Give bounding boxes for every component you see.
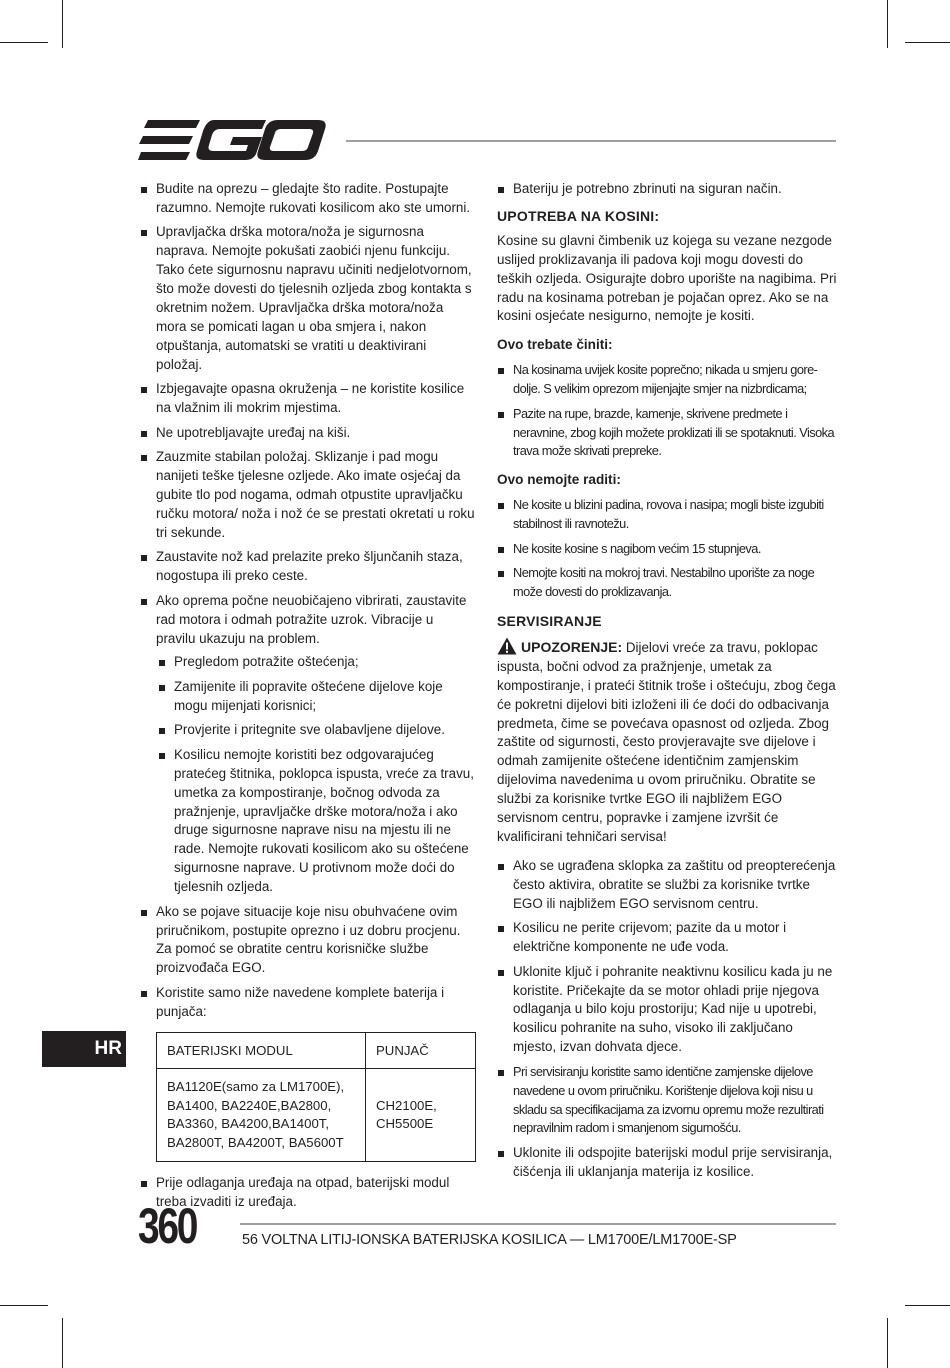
- language-tab: HR: [42, 1031, 126, 1067]
- service-list: [497, 857, 837, 1182]
- list-item: Budite na oprezu – gledajte što radite. Postupajte razumno. Nemojte rukovati kosilicom ako ste umorni.: [140, 180, 476, 218]
- crop-mark: [887, 0, 888, 48]
- crop-mark: [62, 0, 63, 48]
- list-item: Kosilicu ne perite crijevom; pazite da u motor i električne komponente ne uđe voda.: [497, 919, 837, 957]
- subheading-dont: Ovo nemojte raditi:: [497, 472, 621, 488]
- list-item: Ako se pojave situacije koje nisu obuhvaćene ovim priručnikom, postupite oprezno i uz dobru procjenu. Za pomoć se obratite centru korisničke službe proizvođača EGO.: [140, 903, 476, 979]
- sub-list-item: Zamijenite ili popravite oštećene dijelove koje mogu mijenjati korisnici;: [158, 678, 476, 716]
- list-item: Prije odlaganja uređaja na otpad, baterijski modul treba izvaditi iz uređaja.: [140, 1174, 476, 1212]
- sub-list-item: Provjerite i pritegnite sve olabavljene dijelove.: [158, 721, 476, 740]
- vibration-sub-list: [156, 653, 476, 897]
- list-item: Pazite na rupe, brazde, kamenje, skrivene predmete i neravnine, zbog kojih možete proklizati ili se spotaknuti. Visoka trava može skrivati prepreke.: [497, 405, 837, 462]
- crop-mark: [905, 42, 950, 43]
- dont-list: [497, 496, 837, 602]
- list-item: Ne kosite u blizini padina, rovova i nasipa; mogli biste izgubiti stabilnost ili ravnotežu.: [497, 496, 837, 534]
- list-item: Ne upotrebljavajte uređaj na kiši.: [140, 424, 476, 443]
- section-heading-service: SERVISIRANJE: [497, 613, 602, 629]
- page-number: 360: [138, 1198, 197, 1254]
- list-item: Koristite samo niže navedene komplete baterija i punjača:: [140, 984, 476, 1022]
- list-item-text: Ako oprema počne neuobičajeno vibrirati, zaustavite rad motora i odmah potražite uzrok. Vibracije u pravilu ukazuju na problem.: [156, 592, 467, 646]
- warning-triangle-icon: [497, 637, 517, 655]
- section-heading-slope: UPOTREBA NA KOSINI:: [497, 207, 660, 224]
- right-column: [497, 180, 837, 1187]
- subheading-do: Ovo trebate činiti:: [497, 337, 613, 353]
- list-item: Na kosinama uvijek kosite poprečno; nikada u smjeru gore-dolje. S velikim oprezom mijenjajte smjer na nizbrdicama;: [497, 361, 837, 399]
- list-item: Bateriju je potrebno zbrinuti na siguran način.: [497, 180, 837, 199]
- battery-disposal-list: [497, 180, 837, 199]
- left-column: [140, 180, 476, 1218]
- warning-label: UPOZORENJE:: [521, 638, 623, 655]
- list-item: Nemojte kositi na mokroj travi. Nestabilno uporište za noge može dovesti do proklizavanja.: [497, 564, 837, 602]
- list-item: Ako se ugrađena sklopka za zaštitu od preopterećenja često aktivira, obratite se službi za korisnike tvrtke EGO ili najbližem EGO servisnom centru.: [497, 857, 837, 914]
- sub-list-item: Pregledom potražite oštećenja;: [158, 653, 476, 672]
- warning-text: Dijelovi vreće za travu, poklopac ispusta, bočni odvod za pražnjenje, umetak za kompostiranje, i prateći štitnik troše i oštećuju, zbog čega će pokretni dijelovi biti izloženi ili će doći do odbacivanja predmeta, čime se povećava opasnost od ozljeda. Zbog zaštite od sigurnosti, često provjeravajte sve dijelove i odmah zamijenite oštećene identičnim zamjenskim dijelovima navedenima u ovom priručniku. Obratite se službi za korisnike tvrtke EGO ili najbližem EGO servisnom centru, popravke i zamjene izvršit će kvalificirani tehničari servisa!: [497, 639, 836, 844]
- crop-mark: [62, 1318, 63, 1368]
- table-header-charger: PUNJAČ: [366, 1032, 476, 1069]
- crop-mark: [887, 1318, 888, 1368]
- footer-rule: [240, 1223, 836, 1225]
- list-item: Uklonite ili odspojite baterijski modul prije servisiranja, čišćenja ili uklanjanja materija iz kosilice.: [497, 1144, 837, 1182]
- list-item: Ne kosite kosine s nagibom većim 15 stupnjeva.: [497, 540, 837, 559]
- list-item: Upravljačka drška motora/noža je sigurnosna naprava. Nemojte pokušati zaobići njenu funkciju. Tako ćete sigurnosnu napravu učiniti nedjelotvornom, što može dovesti do tjelesnih ozljeda zbog kontakta s okretnim nožem. Upravljačka drška motora/noža mora se pomicati lagan u oba smjera i, nakon otpuštanja, automatski se vratiti u deaktivirani položaj.: [140, 223, 476, 374]
- safety-list: [140, 180, 476, 1022]
- header-rule: [346, 140, 836, 142]
- list-item: Zauzmite stabilan položaj. Sklizanje i pad mogu nanijeti teške tjelesne ozljede. Ako imate osjećaj da gubite tlo pod nogama, odmah otpustite upravljačku ručku motora/ noža i nož će se prestati okretati u roku tri sekunde.: [140, 448, 476, 543]
- do-list: [497, 361, 837, 461]
- list-item: [140, 592, 476, 897]
- list-item: Izbjegavajte opasna okruženja – ne koristite kosilice na vlažnim ili mokrim mjestima.: [140, 380, 476, 418]
- crop-mark: [0, 42, 48, 43]
- warning-paragraph: [497, 637, 837, 847]
- crop-mark: [0, 1305, 48, 1306]
- table-header-battery: BATERIJSKI MODUL: [157, 1032, 366, 1069]
- slope-paragraph: Kosine su glavni čimbenik uz kojega su vezane nezgode uslijed proklizavanja ili padova koji mogu dovesti do teških ozljeda. Osigurajte dobro uporište na nagibima. Pri radu na kosinama potreban je pojačan oprez. Ako se na kosini osjećate nesigurno, nemojte je kositi.: [497, 232, 837, 324]
- sub-list-item: Kosilicu nemojte koristiti bez odgovarajućeg pratećeg štitnika, poklopca ispusta, vreće za travu, umetka za kompostiranje, bočnog odvoda za pražnjenje, upravljačke drške motora/noža i ako druge sigurnosne naprave nisu na mjestu ili ne rade. Nemojte rukovati kosilicom ako su oštećene sigurnosne naprave. U protivnom može doći do tjelesnih ozljeda.: [158, 746, 476, 897]
- list-item: Pri servisiranju koristite samo identične zamjenske dijelove navedene u ovom priručniku. Korištenje dijelova koji nisu u skladu sa specifikacijama za izvornu opremu može rezultirati nepravilnim radom i smanjenom sigurnošću.: [497, 1063, 837, 1139]
- table-cell-battery-models: BA1120E(samo za LM1700E), BA1400, BA2240E,BA2800, BA3360, BA4200,BA1400T, BA2800T, BA4200T, BA5600T: [157, 1069, 366, 1162]
- list-item: Uklonite ključ i pohranite neaktivnu kosilicu kada ju ne koristite. Pričekajte da se motor ohladi prije njegova odlaganja u bilo koju prostoriju; Kad nije u upotrebi, kosilicu pohranite na suho, visoko ili zaključano mjesto, izvan dohvata djece.: [497, 963, 837, 1058]
- footer-title: 56 VOLTNA LITIJ-IONSKA BATERIJSKA KOSILICA — LM1700E/LM1700E-SP: [242, 1232, 737, 1248]
- battery-charger-table: [156, 1032, 476, 1163]
- list-item: Zaustavite nož kad prelazite preko šljunčanih staza, nogostupa ili preko ceste.: [140, 548, 476, 586]
- ego-logo: [138, 118, 328, 162]
- table-cell-charger-models: CH2100E, CH5500E: [366, 1069, 476, 1162]
- crop-mark: [905, 1305, 950, 1306]
